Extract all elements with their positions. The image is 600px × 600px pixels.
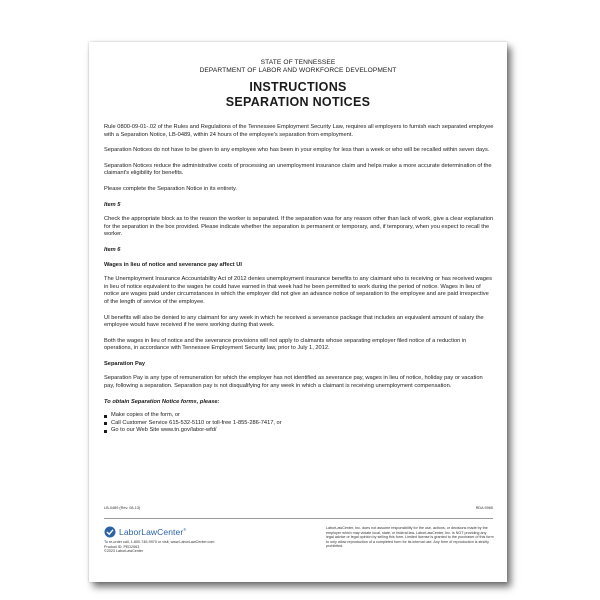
list-item: Make copies of the form, or (104, 412, 494, 420)
paragraph-rule: Rule 0800-09-01-.02 of the Rules and Regulations of the Tennessee Employment Security Law, requires all employers to furnish each separated employee with a Separation Notice, LB-0489, within 24 hours of the employee's separation from employment. (104, 124, 494, 138)
item5-text: Check the appropriate block as to the reason the worker is separated. If the separation was for any reason other than lack of work, give a clear explanation for the separation in the box provided. Please indicate whether the separation is permanent or temporary, and, if temporary, when you expect to recall the worker. (104, 216, 494, 238)
state-heading: STATE OF TENNESSEE (260, 59, 336, 66)
logo-icon (104, 526, 116, 538)
reorder-line: To re-order call, 1-800-745-9970 or visit, www.LaborLawCenter.com (104, 540, 215, 544)
product-id: Product ID: PED2063 (104, 544, 140, 549)
wages-paragraph-3: Both the wages in lieu of notice and the severance provisions will not apply to claimants whose separating employer filed notice of a reduction in operations, in accordance with Tennessee Employment Security law, prior to July 1, 2012. (104, 337, 467, 352)
logo-text: LaborLawCenter® (119, 527, 187, 537)
obtain-forms-list (104, 412, 494, 435)
laborlawcenter-logo (104, 526, 186, 538)
paragraph-exemption: Separation Notices do not have to be given to any employee who has been in your employ for less than a week or who will be recalled within seven days. (104, 147, 490, 154)
wages-paragraph-1: The Unemployment Insurance Accountability Act of 2012 denies unemployment insurance benefits to any claimant who is receiving or has received wages in lieu of notice equivalent to the wages he could have earned in that week had he been permitted to work during the period of notice. Wages in lieu of notice are wages paid under circumstances in which the employer did not give an advance notice of separation to the employee and are paid irrespective of the length of service of the employee. (104, 276, 492, 305)
form-code: RDA 5965 (475, 506, 493, 510)
wages-heading: Wages in lieu of notice and severance pay affect UI (104, 261, 242, 268)
footer-contact (104, 540, 304, 554)
paragraph-costs: Separation Notices reduce the administrative costs of processing an unemployment insurance claim and helps make a more accurate determination of the claimant's eligibility for benefits. (104, 162, 492, 177)
item6-heading: Item 6 (104, 246, 121, 253)
title-separation-notices: SEPARATION NOTICES (225, 95, 371, 109)
form-number: LB-0489 (Rev. 08-13) (104, 506, 141, 510)
copyright: ©2023 LaborLawCenter (104, 549, 144, 554)
wages-paragraph-2: UI benefits will also be denied to any claimant for any week in which he received a severance package that includes an equivalent amount of salary the employee would have received if he were working during that week. (104, 314, 484, 329)
item5-heading: Item 5 (104, 201, 121, 208)
separation-pay-text: Separation Pay is any type of remuneration for which the employer has not identified as severance pay, wages in lieu of notice, holiday pay or vacation pay, following a separation. Separation pay is not disqualifying for any week in which a claimant is receiving unemployment compensation. (104, 375, 483, 390)
list-item: Go to our Web Site www.tn.gov/labor-wfd/ (104, 427, 494, 435)
list-item: Call Customer Service 615-532-5110 or toll-free 1-855-286-7417, or (104, 420, 494, 428)
footer-disclaimer: LaborLawCenter, Inc. does not assume responsibility for the use, actions, or decisions made by the employer which may violate local, state, or federal law. LaborLawCenter, Inc. is NOT providing any legal advice or legal opinion by selling this form. Limited license is granted to the purchaser of this form to only allow reproduction of a completed form for its internal use. Any form of reproduction is strictly prohibited. (326, 526, 494, 549)
department-heading: DEPARTMENT OF LABOR AND WORKFORCE DEVELOPMENT (199, 67, 397, 74)
obtain-forms-heading: To obtain Separation Notice forms, please: (104, 398, 220, 405)
document-page (89, 42, 507, 582)
document-body (104, 124, 494, 435)
title-instructions: INSTRUCTIONS (249, 80, 347, 94)
separation-pay-heading: Separation Pay (104, 360, 146, 367)
paragraph-complete: Please complete the Separation Notice in its entirety. (104, 185, 237, 192)
footer-divider (104, 518, 493, 519)
